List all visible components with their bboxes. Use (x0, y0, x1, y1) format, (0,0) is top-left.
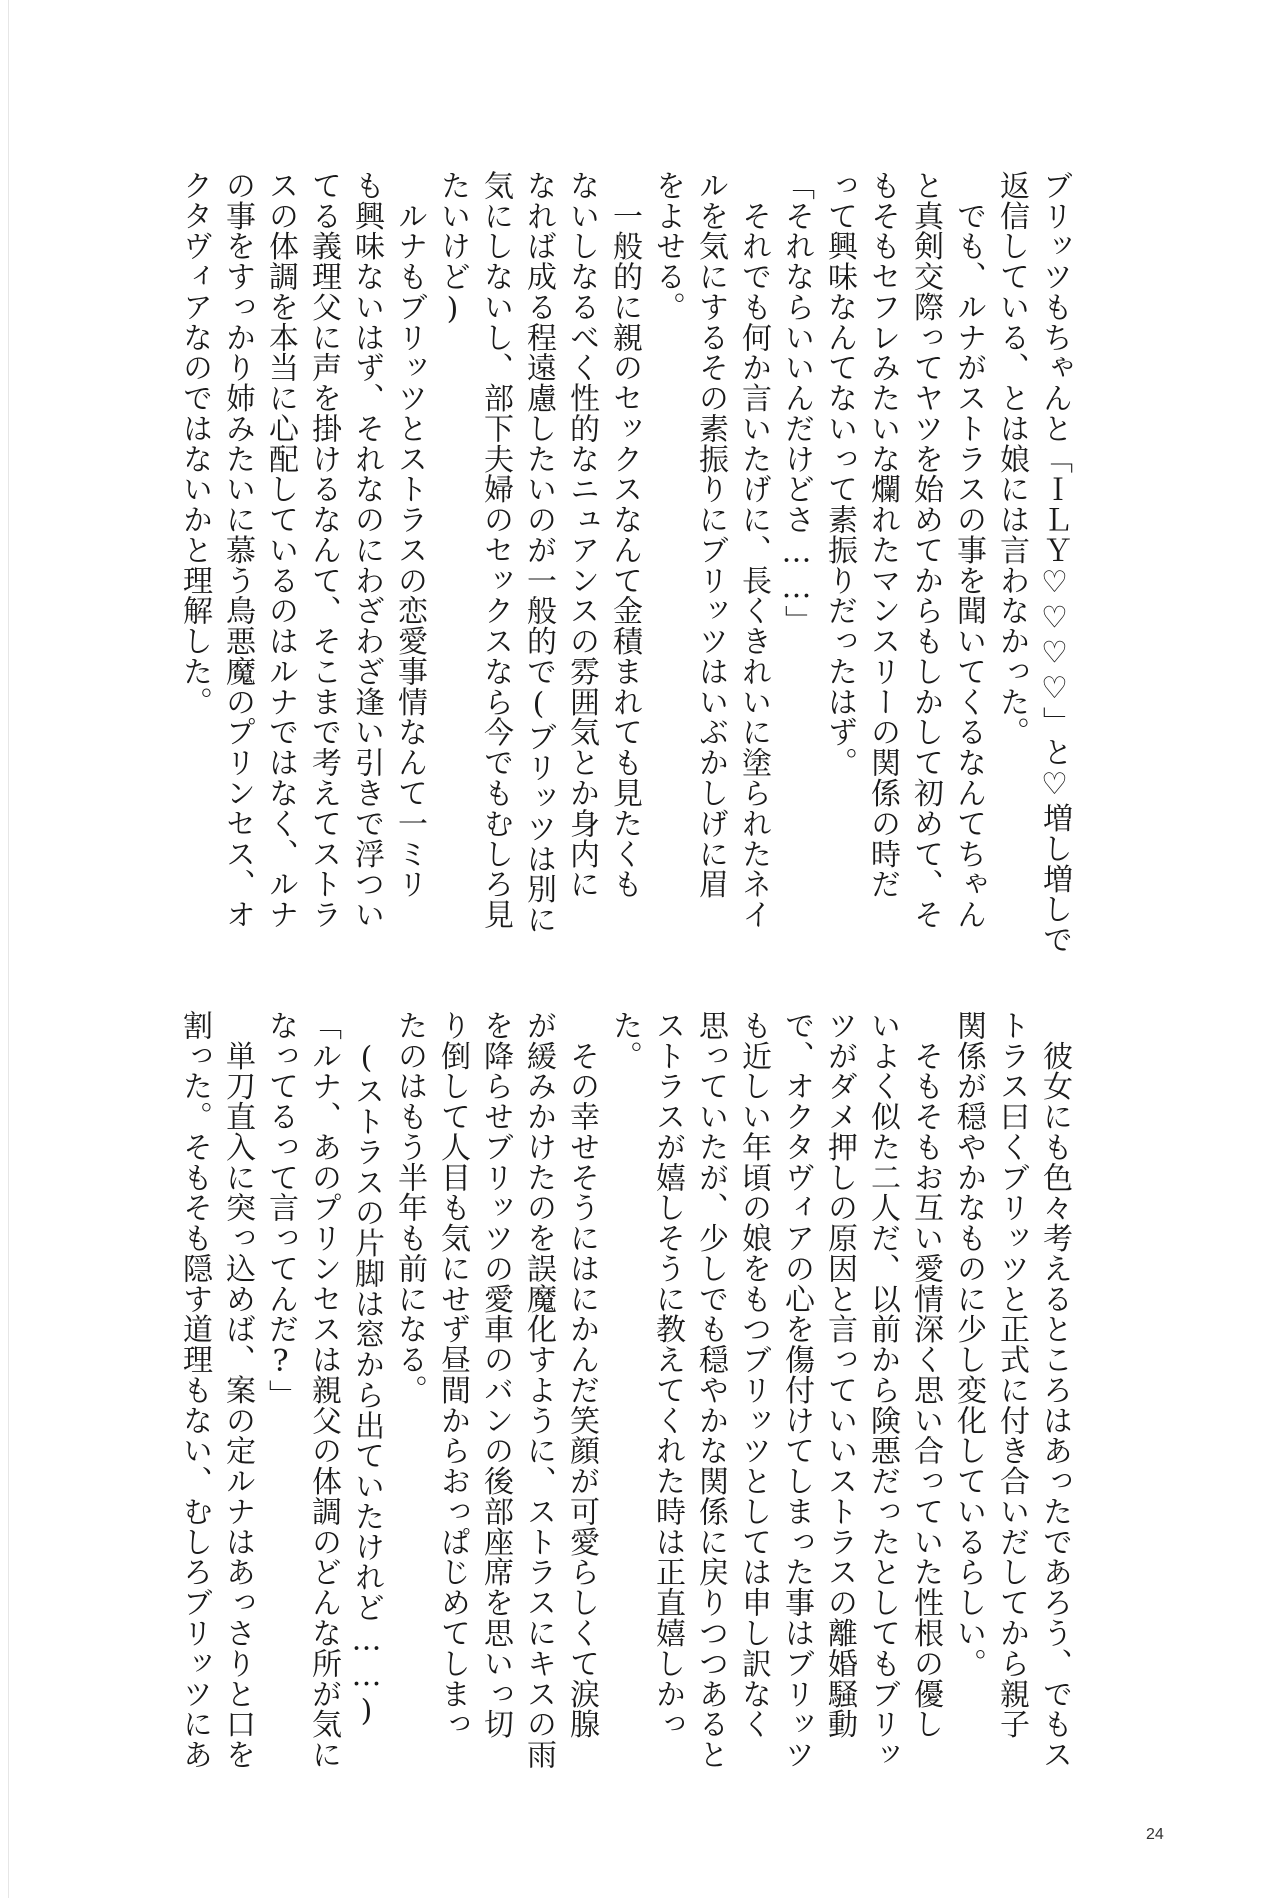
upper-text-line: スの体調を本当に心配しているのはルナではなく、ルナ (263, 170, 298, 930)
upper-text-line: と真剣交際ってヤツを始めてからもしかして初めて、そ (908, 170, 943, 930)
lower-text-line: も近しい年頃の娘をもつブリッツとしては申し訳なく (736, 1010, 771, 1740)
lower-text-line: (ストラスの片脚は窓から出ていたけれど……) (349, 1010, 384, 1729)
upper-text-line: 返信している、とは娘には言わなかった。 (994, 170, 1029, 748)
lower-text-line: いよく似た二人だ、以前から険悪だったとしてもブリッ (865, 1010, 900, 1770)
text-block-lower (173, 1010, 1076, 1770)
upper-text-line: の事をすっかり姉みたいに慕う鳥悪魔のプリンセス、オ (220, 170, 255, 930)
lower-text-line: 「ルナ、あのプリンセスは親父の体調のどんな所が気に (306, 1010, 341, 1770)
lower-text-line: ツがダメ押しの原因と言っていいストラスの離婚騒動 (822, 1010, 857, 1740)
lower-text-line: そもそもお互い愛情深く思い合っていた性根の優し (908, 1010, 943, 1740)
lower-text-line: た。 (607, 1010, 642, 1071)
lower-text-line: たのはもう半年も前になる。 (392, 1010, 427, 1405)
lower-text-line: トラス曰くブリッツと正式に付き合いだしてから親子 (994, 1010, 1029, 1740)
upper-text-line: をよせる。 (650, 170, 685, 322)
upper-text-line: てる義理父に声を掛けるなんて、そこまで考えてストラ (306, 170, 341, 930)
lower-text-line: 単刀直入に突っ込めば、案の定ルナはあっさりと口を (220, 1010, 255, 1770)
page-edge-line (8, 0, 9, 1898)
upper-text-line: クタヴィアなのではないかと理解した。 (177, 170, 212, 717)
upper-text-line: なれば成る程遠慮したいのが一般的で(ブリッツは別に (521, 170, 556, 935)
upper-text-line: も興味ないはず、それなのにわざわざ逢い引きで浮つい (349, 170, 384, 930)
upper-text-line: もそもセフレみたいな爛れたマンスリーの関係の時だ (865, 170, 900, 900)
upper-text-line: ブリッツもちゃんと「ＩＬＹ♡♡♡♡」と♡増し増しで (1037, 170, 1072, 955)
upper-text-line: でも、ルナがストラスの事を聞いてくるなんてちゃん (951, 170, 986, 930)
lower-text-line: を降らせブリッツの愛車のバンの後部座席を思いっ切 (478, 1010, 513, 1740)
upper-text-line: それでも何か言いたげに、長くきれいに塗られたネイ (736, 170, 771, 930)
text-block-upper (173, 170, 1076, 955)
upper-text-line: 「それならいいんだけどさ……」 (779, 170, 814, 636)
upper-text-line: 一般的に親のセックスなんて金積まれても見たくも (607, 170, 642, 900)
lower-text-line: 思っていたが、少しでも穏やかな関係に戻りつつあると (693, 1010, 728, 1770)
upper-text-line: ルを気にするその素振りにブリッツはいぶかしげに眉 (693, 170, 728, 900)
lower-text-line: り倒して人目も気にせず昼間からおっぱじめてしまっ (435, 1010, 470, 1740)
upper-text-line: ルナもブリッツとストラスの恋愛事情なんて一ミリ (392, 170, 427, 900)
upper-text-line: たいけど) (435, 170, 470, 327)
lower-text-line: で、オクタヴィアの心を傷付けてしまった事はブリッツ (779, 1010, 814, 1770)
lower-text-line: ストラスが嬉しそうに教えてくれた時は正直嬉しかっ (650, 1010, 685, 1740)
upper-text-line: って興味なんてないって素振りだったはず。 (822, 170, 857, 778)
lower-text-line: 関係が穏やかなものに少し変化しているらしい。 (951, 1010, 986, 1679)
lower-text-line: なってるって言ってんだ?」 (263, 1010, 298, 1410)
page-number: 24 (1146, 1826, 1164, 1843)
lower-text-line: が緩みかけたのを誤魔化すように、ストラスにキスの雨 (521, 1010, 556, 1770)
lower-text-line: 彼女にも色々考えるところはあったであろう、でもス (1037, 1010, 1072, 1770)
upper-text-line: 気にしないし、部下夫婦のセックスなら今でもむしろ見 (478, 170, 513, 930)
lower-text-line: その幸せそうにはにかんだ笑顔が可愛らしくて涙腺 (564, 1010, 599, 1740)
upper-text-line: ないしなるべく性的なニュアンスの雰囲気とか身内に (564, 170, 599, 900)
lower-text-line: 割った。そもそも隠す道理もない、むしろブリッツにあ (177, 1010, 212, 1770)
